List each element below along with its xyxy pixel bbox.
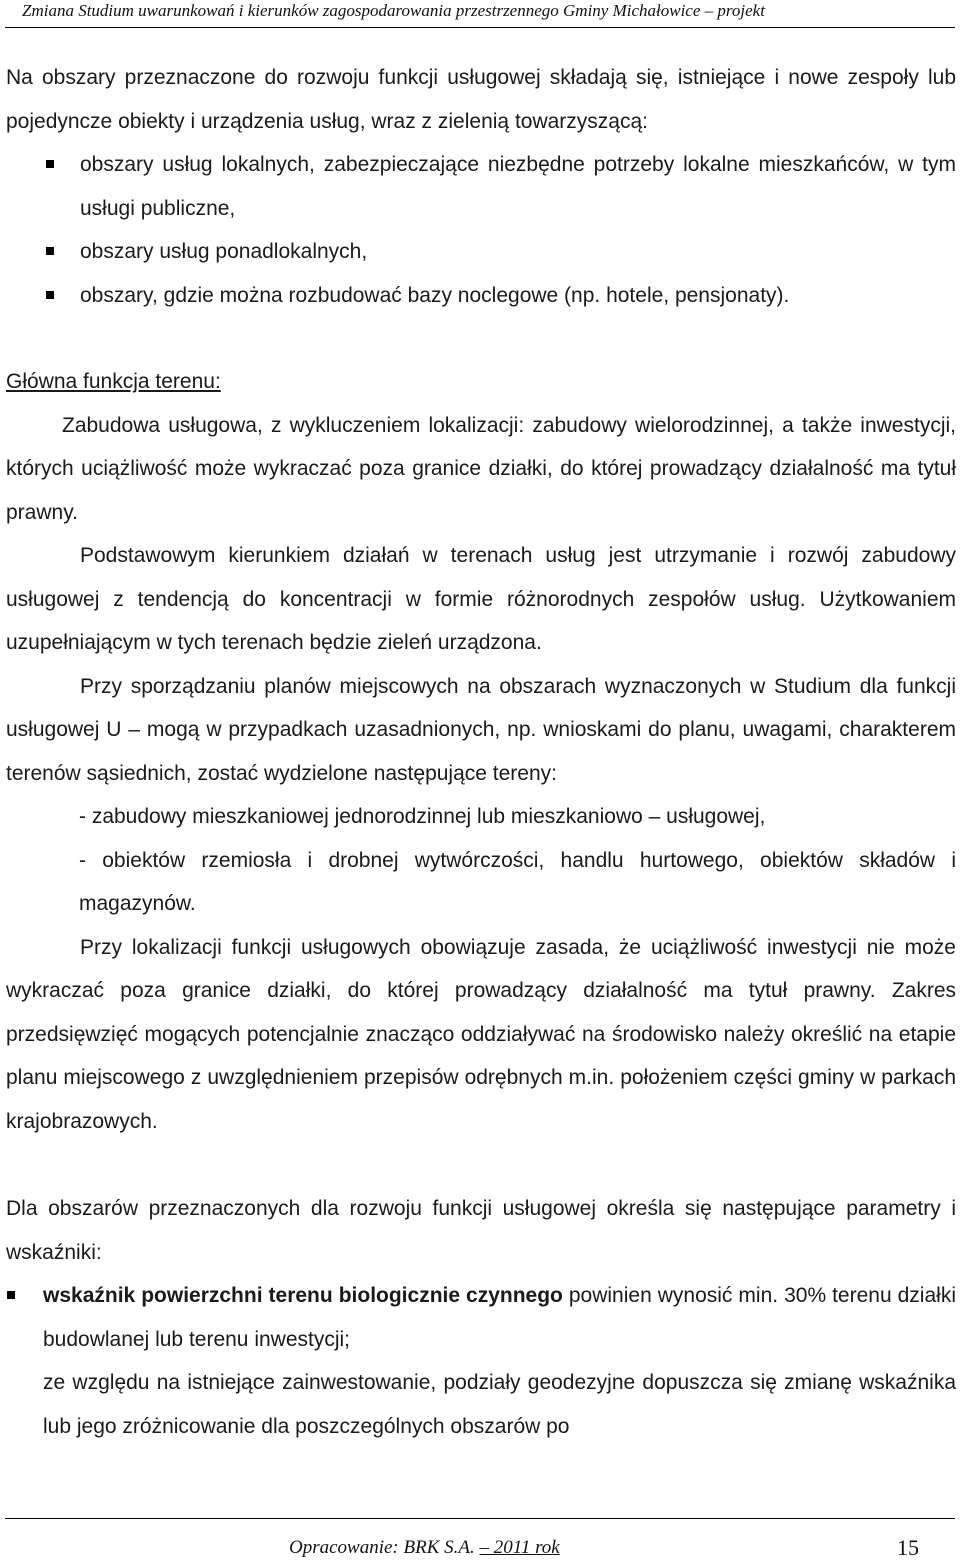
footer-credit: Opracowanie: BRK S.A. – 2011 rok	[289, 1537, 560, 1558]
square-bullet-icon	[7, 1291, 15, 1299]
paragraph-location-rules: Przy lokalizacji funkcji usługowych obowiązuje zasada, że uciążliwość inwestycji nie może wykraczać poza granice działki, do której prowadzący działalność ma tytuł prawny. Zakres przedsięwzięć mogących potencjalnie znacząco oddziaływać na środowisko należy określić na etapie planu miejscowego z uwzględnieniem przepisów odrębnych m.in. położeniem części gminy w parkach krajobrazowych.	[6, 935, 956, 1133]
spacer	[6, 317, 956, 360]
list-item: obszary usług lokalnych, zabezpieczające niezbędne potrzeby lokalne mieszkańców, w tym usługi publiczne,	[6, 143, 956, 230]
footer-divider	[5, 1518, 955, 1519]
parameters-continuation: ze względu na istniejące zainwestowanie, podziały geodezyjne dopuszcza się zmianę wskaźnika lub jego zróżnicowanie dla poszczególnych obszarów po	[43, 1371, 956, 1438]
document-body	[6, 56, 956, 1448]
page-number: 15	[897, 1535, 919, 1560]
header-divider	[5, 27, 955, 28]
paragraph-directions: Podstawowym kierunkiem działań w terenach usług jest utrzymanie i rozwój zabudowy usługowej z tendencją do koncentracji w formie różnorodnych zespołów usług. Użytkowaniem uzupełniającym w tych terenach będzie zieleń urządzona.	[6, 544, 956, 654]
running-header: Zmiana Studium uwarunkowań i kierunków zagospodarowania przestrzennego Gminy Michałowice – projekt	[22, 1, 765, 20]
section-heading: Główna funkcja terenu:	[6, 370, 221, 393]
intro-bullet-list	[6, 143, 956, 317]
dash-item: - obiektów rzemiosła i drobnej wytwórczości, handlu hurtowego, obiektów składów i magazynów.	[79, 848, 956, 915]
square-bullet-icon	[46, 160, 54, 168]
list-item: obszary usług ponadlokalnych,	[6, 230, 956, 274]
bold-term: wskaźnik powierzchni terenu biologicznie czynnego	[43, 1284, 563, 1307]
intro-paragraph: Na obszary przeznaczone do rozwoju funkcji usługowej składają się, istniejące i nowe zespoły lub pojedyncze obiekty i urządzenia usług, wraz z zielenią towarzyszącą:	[6, 66, 956, 133]
list-item: wskaźnik powierzchni terenu biologicznie czynnego powinien wynosić min. 30% terenu działki budowlanej lub terenu inwestycji;	[6, 1274, 956, 1361]
dash-item: - zabudowy mieszkaniowej jednorodzinnej lub mieszkaniowo – usługowej,	[79, 805, 766, 828]
list-item: obszary, gdzie można rozbudować bazy noclegowe (np. hotele, pensjonaty).	[6, 274, 956, 318]
paragraph-main-function: Zabudowa usługowa, z wykluczeniem lokalizacji: zabudowy wielorodzinnej, a także inwestycji, których uciążliwość może wykraczać poza granice działki, do której prowadzący działalność ma tytuł prawny.	[6, 413, 956, 524]
square-bullet-icon	[46, 291, 54, 299]
footer-year: – 2011 rok	[479, 1537, 560, 1558]
square-bullet-icon	[46, 247, 54, 255]
spacer	[6, 1143, 956, 1187]
parameters-intro: Dla obszarów przeznaczonych dla rozwoju funkcji usługowej określa się następujące parametry i wskaźniki:	[6, 1197, 956, 1264]
parameters-bullet-list	[6, 1274, 956, 1361]
paragraph-plans: Przy sporządzaniu planów miejscowych na obszarach wyznaczonych w Studium dla funkcji usługowej U – mogą w przypadkach uzasadnionych, np. wnioskami do planu, uwagami, charakterem terenów sąsiednich, zostać wydzielone następujące tereny:	[6, 674, 956, 785]
